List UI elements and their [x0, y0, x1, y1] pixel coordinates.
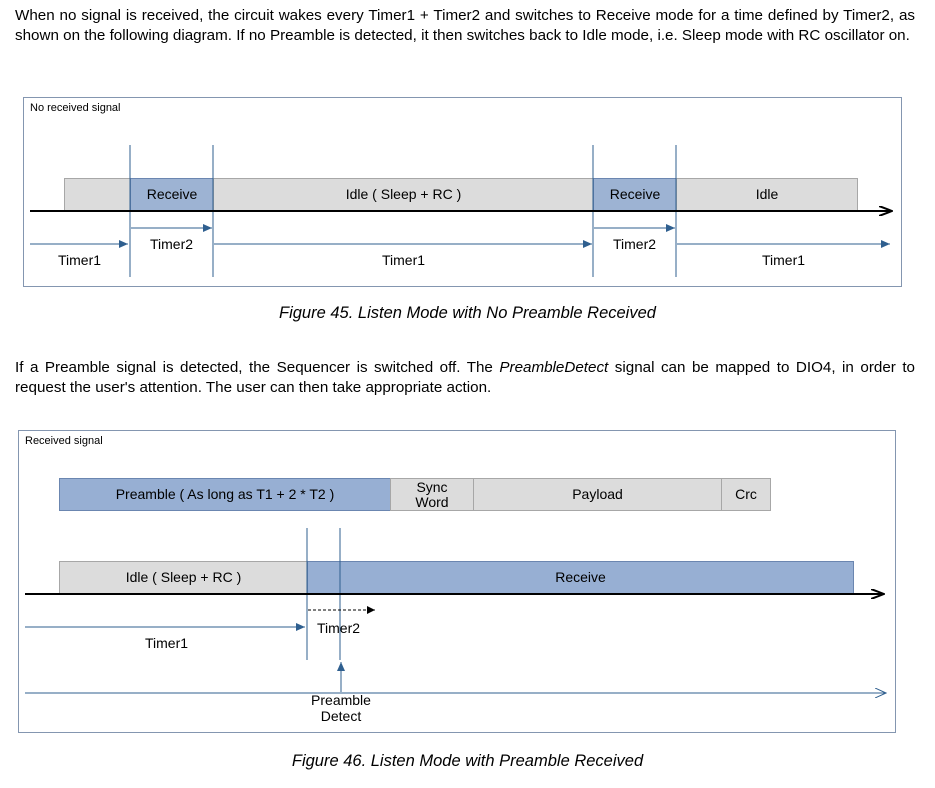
figure46-timer2-label: Timer2: [317, 620, 361, 636]
figure45-idle-block-2: Idle: [676, 178, 858, 211]
figure45-title: No received signal: [30, 102, 121, 114]
sync-word-line-1: Sync: [416, 478, 448, 495]
figure46-caption: Figure 46. Listen Mode with Preamble Received: [291, 752, 644, 770]
detect-paragraph-after: signal can be mapped to DIO4, in order to request the user's attention. The user can then take appropriate action.: [15, 359, 915, 396]
figure45-receive-block-1: Receive: [130, 178, 214, 211]
figure46-title: Received signal: [25, 435, 103, 447]
figure45-timer1-label-1: Timer1: [58, 252, 102, 268]
figure45-timer2-label-1: Timer2: [150, 236, 194, 252]
figure45-receive-block-2: Receive: [593, 178, 677, 211]
figure46-timer1-label: Timer1: [145, 635, 189, 651]
sync-word-line-2: Word: [415, 493, 449, 510]
preamble-detect-term: PreambleDetect: [499, 359, 609, 376]
preamble-detect-line-2: Detect: [320, 708, 362, 724]
figure45-lines: [30, 145, 892, 277]
intro-paragraph: When no signal is received, the circuit wakes every Timer1 + Timer2 and switches to Receive mode for a time defined by Timer2, as shown on the following diagram. If no Preamble is detected, it then switches back to Idle mode, i.e. Sleep mode with RC oscillator on.: [15, 7, 915, 44]
preamble-detect-line-1: Preamble: [311, 692, 371, 708]
crc-block: Crc: [721, 478, 771, 511]
figure45-caption: Figure 45. Listen Mode with No Preamble Received: [279, 304, 656, 322]
figure45-timer1-label-2: Timer1: [382, 252, 426, 268]
figure46-lines: [25, 528, 886, 693]
preamble-block: Preamble ( As long as T1 + 2 * T2 ): [59, 478, 391, 511]
figure45-timer2-label-2: Timer2: [613, 236, 657, 252]
figure46-idle-block: Idle ( Sleep + RC ): [59, 561, 308, 594]
figure45-idle-block-1: Idle ( Sleep + RC ): [213, 178, 594, 211]
payload-block: Payload: [473, 478, 722, 511]
figure46-receive-block: Receive: [307, 561, 854, 594]
figure45-timer1-label-3: Timer1: [762, 252, 806, 268]
detect-paragraph-before: If a Preamble signal is detected, the Sequencer is switched off. The: [15, 359, 500, 376]
